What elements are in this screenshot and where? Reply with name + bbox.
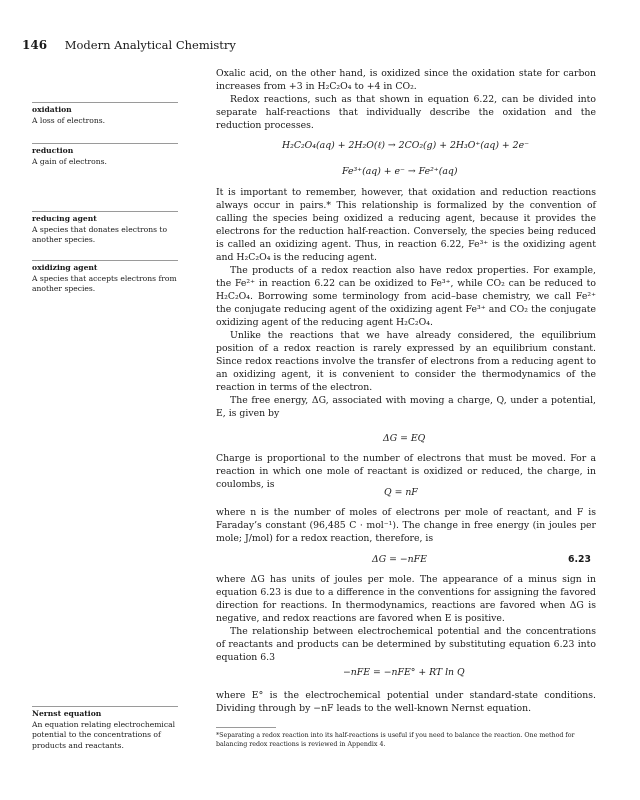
equation-charge: Q = nF <box>384 487 418 498</box>
footnote <box>216 727 596 749</box>
sidebar-divider <box>32 143 178 144</box>
sidebar-definition: A species that accepts electrons from another species. <box>32 273 177 294</box>
footnote-divider <box>216 727 276 728</box>
sidebar-term: reducing agent <box>32 214 97 223</box>
sidebar-term: oxidation <box>32 105 72 114</box>
sidebar-entry-nernst-equation <box>32 706 178 751</box>
sidebar-term: reduction <box>32 146 74 155</box>
body-block-2 <box>216 186 596 420</box>
paragraph: where E° is the electrochemical potential under standard-state conditions. Dividing through by −nF leads to the well-known Nernst equation. <box>216 690 596 714</box>
sidebar-divider <box>32 211 178 212</box>
paragraph: Oxalic acid, on the other hand, is oxidized since the oxidation state for carbon increases from +3 in H₂C₂O₄ to +4 in CO₂. <box>216 68 596 92</box>
sidebar-divider <box>32 102 178 103</box>
sidebar-entry-oxidation <box>32 102 178 126</box>
paragraph: where ΔG has units of joules per mole. The appearance of a minus sign in equation 6.23 is due to a difference in the conventions for assigning the favored direction for reactions. In thermodynamics, reactions are favored when ΔG is negative, and redox reactions are favored when E is positive. <box>216 574 596 624</box>
sidebar-entry-oxidizing-agent <box>32 260 178 295</box>
paragraph: where n is the number of moles of electrons per mole of reactant, and F is Faraday’s constant (96,485 C · mol⁻¹). The change in free energy (in joules per mole; J/mol) for a redox reaction, therefore, is <box>216 507 596 544</box>
body-block-4 <box>216 506 596 545</box>
book-title: Modern Analytical Chemistry <box>64 38 236 52</box>
footnote-text: *Separating a redox reaction into its half-reactions is useful if you need to balance the reaction. One method for balancing redox reactions is reviewed in Appendix 4. <box>216 732 575 748</box>
running-header <box>22 38 236 52</box>
sidebar-divider <box>32 260 178 261</box>
paragraph: It is important to remember, however, that oxidation and reduction reactions always occur in pairs.* This relationship is formalized by the convention of calling the species being oxidized a reducing agent, because it provides the electrons for the reduction half-reaction. Conversely, the species being reduced is called an oxidizing agent. Thus, in reaction 6.22, Fe³⁺ is the oxidizing agent and H₂C₂O₄ is the reducing agent. <box>216 187 596 263</box>
sidebar-definition: A species that donates electrons to another species. <box>32 224 168 245</box>
paragraph: The free energy, ΔG, associated with moving a charge, Q, under a potential, E, is given by <box>216 395 596 419</box>
equation-number: 6.23 <box>568 554 591 565</box>
sidebar-entry-reducing-agent <box>32 211 178 246</box>
sidebar-divider <box>32 706 178 707</box>
equation-half-reaction-reduction: Fe³⁺(aq) + e⁻ → Fe²⁺(aq) <box>342 166 458 177</box>
equation-free-energy: ΔG = EQ <box>383 433 426 444</box>
equation-half-reaction-oxidation: H₂C₂O₄(aq) + 2H₂O(ℓ) → 2CO₂(g) + 2H₃O⁺(aq) + 2e⁻ <box>282 140 530 151</box>
body-block-6 <box>216 689 596 715</box>
paragraph: Unlike the reactions that we have already considered, the equilibrium position of a redox reaction is rarely expressed by an equilibrium constant. Since redox reactions involve the transfer of electrons from a reducing agent to an oxidizing agent, it is convenient to consider the thermodynamics of the reaction in terms of the electron. <box>216 330 596 393</box>
equation-6-23: ΔG = −nFE <box>372 554 427 565</box>
sidebar-definition: An equation relating electrochemical potential to the concentrations of products and reactants. <box>32 719 176 750</box>
paragraph: Redox reactions, such as that shown in equation 6.22, can be divided into separate half-reactions that individually describe the oxidation and the reduction processes. <box>216 94 596 131</box>
sidebar-term: Nernst equation <box>32 709 102 718</box>
body-block-3 <box>216 452 596 491</box>
page-number: 146 <box>22 38 48 52</box>
sidebar-entry-reduction <box>32 143 178 167</box>
equation-nernst-derivation: −nFE = −nFE° + RT ln Q <box>343 667 465 678</box>
paragraph: The relationship between electrochemical potential and the concentrations of reactants and products can be determined by substituting equation 6.23 into equation 6.3 <box>216 626 596 663</box>
body-block-5 <box>216 573 596 664</box>
paragraph: Charge is proportional to the number of electrons that must be moved. For a reaction in which one mole of reactant is oxidized or reduced, the charge, in coulombs, is <box>216 453 596 490</box>
sidebar-definition: A loss of electrons. <box>32 115 106 125</box>
paragraph: The products of a redox reaction also have redox properties. For example, the Fe²⁺ in reaction 6.22 can be oxidized to Fe³⁺, while CO₂ can be reduced to H₂C₂O₄. Borrowing some terminology from acid–base chemistry, we call Fe²⁺ the conjugate reducing agent of the oxidizing agent Fe³⁺ and CO₂ the conjugate oxidizing agent of the reducing agent H₂C₂O₄. <box>216 265 596 328</box>
body-block-1 <box>216 67 596 132</box>
sidebar-definition: A gain of electrons. <box>32 156 107 166</box>
sidebar-term: oxidizing agent <box>32 263 98 272</box>
